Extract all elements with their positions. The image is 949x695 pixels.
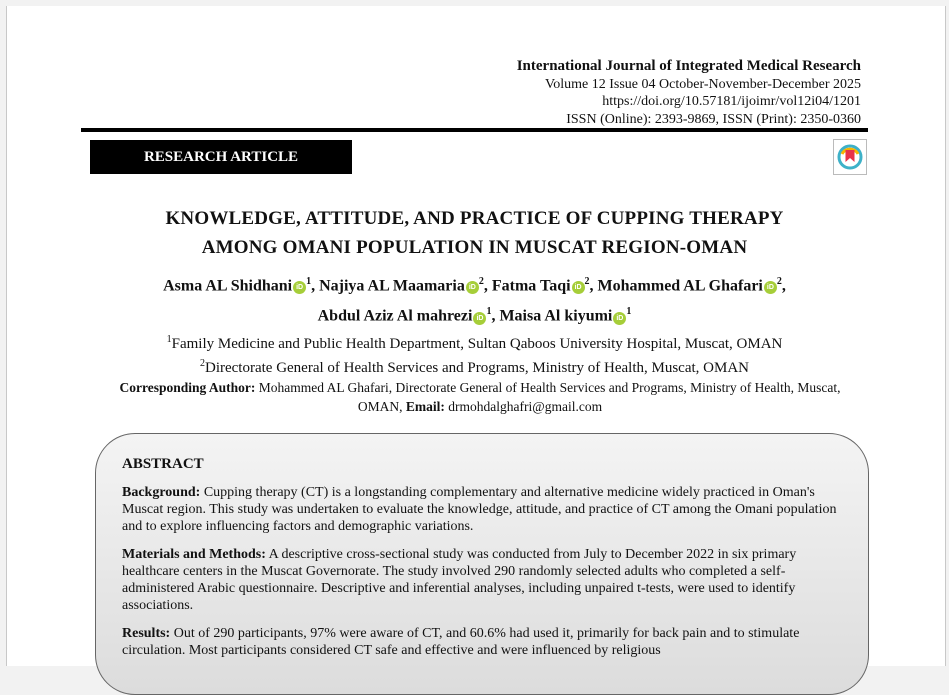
background-label: Background: — [122, 485, 201, 500]
corresponding-text: Mohammed AL Ghafari, Directorate General of Health Services and Programs, Ministry of Health, Muscat, OMAN, — [255, 380, 841, 414]
affiliations — [81, 330, 868, 378]
author-separator: , — [781, 277, 786, 295]
title-line-1: KNOWLEDGE, ATTITUDE, AND PRACTICE OF CUPPING THERAPY — [165, 208, 784, 229]
article-type-badge: RESEARCH ARTICLE — [90, 140, 352, 174]
orcid-icon[interactable]: iD — [572, 281, 585, 294]
author-separator: , — [483, 277, 492, 295]
orcid-icon[interactable]: iD — [613, 312, 626, 325]
methods-text: A descriptive cross-sectional study was conducted from July to December 2022 in six primary healthcare centers in the Muscat Governorate. The study involved 290 randomly selected adults who completed a self-administered Arabic questionnaire. Descriptive and inferential analyses, including unpaired t-tests, were used to identify associations. — [122, 547, 797, 613]
journal-doi[interactable]: https://doi.org/10.57181/ijoimr/vol12i04/1201 — [602, 94, 861, 109]
crossmark-icon[interactable] — [833, 139, 867, 175]
journal-name: International Journal of Integrated Medical Research — [516, 58, 861, 74]
author-name: Asma AL Shidhani — [163, 277, 293, 295]
affiliation-1 — [81, 330, 868, 354]
methods-label: Materials and Methods: — [122, 547, 266, 562]
email-label: Email: — [405, 399, 445, 414]
orcid-icon[interactable]: iD — [473, 312, 486, 325]
author-separator: , — [311, 277, 320, 295]
abstract-heading: ABSTRACT — [122, 456, 204, 472]
author-name: Fatma Taqi — [491, 277, 571, 295]
author-line-2 — [81, 299, 868, 329]
header-rule — [81, 128, 868, 132]
article-title — [81, 204, 868, 262]
abstract-results — [122, 625, 844, 659]
author-line-1 — [81, 269, 868, 299]
author-affiliation-number: 2 — [776, 276, 782, 287]
author-affiliation-number: 1 — [626, 306, 632, 318]
journal-volume: Volume 12 Issue 04 October-November-December 2025 — [544, 76, 861, 92]
author-name: Mohammed AL Ghafari — [597, 277, 763, 295]
author-name: Najiya AL Maamaria — [319, 277, 465, 295]
results-text: Out of 290 participants, 97% were aware of CT, and 60.6% had used it, primarily for back pain and to stimulate circulation. Most participants considered CT safe and effective and were influenced by religious — [122, 626, 800, 658]
corresponding-label: Corresponding Author: — [119, 380, 256, 395]
author-name: Abdul Aziz Al mahrezi — [317, 307, 473, 325]
abstract-methods — [122, 546, 844, 614]
corresponding-author — [115, 378, 845, 416]
orcid-icon[interactable]: iD — [293, 281, 306, 294]
author-separator: , — [491, 307, 500, 325]
affiliation-2 — [81, 354, 868, 378]
author-affiliation-number: 1 — [486, 306, 492, 318]
author-affiliation-number: 2 — [584, 276, 590, 287]
title-line-2: AMONG OMANI POPULATION IN MUSCAT REGION-OMAN — [201, 237, 748, 258]
author-name: Maisa Al kiyumi — [499, 307, 613, 325]
affiliation-number: 1 — [166, 334, 172, 345]
affiliation-text: Directorate General of Health Services and Programs, Ministry of Health, Muscat, OMAN — [204, 360, 749, 376]
author-separator: , — [589, 277, 598, 295]
abstract-background — [122, 484, 844, 535]
orcid-icon[interactable]: iD — [466, 281, 479, 294]
background-text: Cupping therapy (CT) is a longstanding complementary and alternative medicine widely practiced in Oman's Muscat region. This study was undertaken to evaluate the knowledge, attitude, and practice of CT among the Omani population and to explore influencing factors and demographic variations. — [122, 485, 837, 534]
author-affiliation-number: 1 — [306, 276, 312, 287]
abstract-box — [95, 433, 869, 695]
author-list — [81, 269, 868, 330]
affiliation-number: 2 — [199, 358, 205, 369]
journal-header — [517, 58, 861, 128]
author-affiliation-number: 2 — [478, 276, 484, 287]
results-label: Results: — [122, 626, 171, 641]
document-page — [6, 6, 946, 666]
affiliation-text: Family Medicine and Public Health Department, Sultan Qaboos University Hospital, Muscat, OMAN — [171, 336, 783, 352]
journal-issn: ISSN (Online): 2393-9869, ISSN (Print): 2350-0360 — [566, 111, 861, 127]
email-link[interactable]: drmohdalghafri@gmail.com — [444, 399, 603, 414]
orcid-icon[interactable]: iD — [764, 281, 777, 294]
